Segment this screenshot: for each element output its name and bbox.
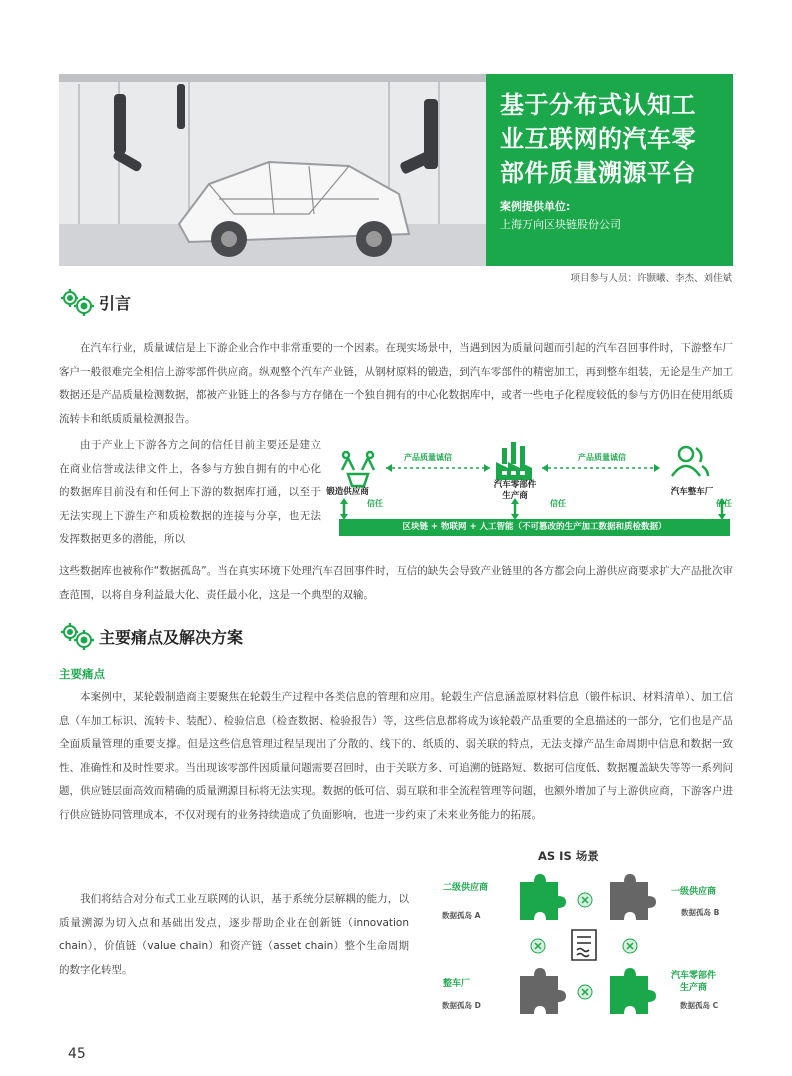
section-title: 主要痛点及解决方案 [99, 627, 244, 647]
asis-island-label: 数据孤岛 A [442, 911, 481, 920]
asis-node-car-maker: 整车厂 [443, 979, 471, 989]
pain-paragraph-1: 本案例中，某轮毂制造商主要聚焦在轮毂生产过程中各类信息的管理和应用。轮毂生产信息涵盖原材料信息（锻件标识、材料清单）、加工信息（车加工标识、流转卡、装配）、检验信息（检查数据、检验报告）等，这些信息都将成为该轮毂产品重要的全息描述的一部分，它们也是产品全面质量管理的重要支撑。但是这些信息管理过程呈现出了分散的、线下的、纸质的、弱关联的特点，无法支撑产品生命周期中信息和数据一致性、准确性和及时性要求。当出现该零部件因质量问题需要召回时，由于关联方多、可追溯的链路短、数据可信度低、数据覆盖缺失等等一系列问题，供应链层面高效而精确的质量溯源目标将无法实现。数据的低可信、弱互联和非全流程管理等问题，也额外增加了与上游供应商，下游客户进行供应链协同管理成本，不仅对现有的业务持续造成了负面影响，也进一步约束了未来业务能力的拓展。 [59, 691, 733, 821]
node-line: 生产商 [680, 983, 708, 993]
node-forging-supplier: 锻造供应商 [326, 487, 369, 497]
provider-label: 案例提供单位: [500, 200, 571, 213]
document-icon [572, 930, 596, 960]
forging-icon [342, 452, 374, 486]
title-line: 业互联网的汽车零 [500, 125, 696, 153]
users-icon [672, 447, 708, 476]
trust-label: 信任 [550, 499, 566, 508]
participants: 项目参与人员：许颢曦、李杰、刘佳斌 [570, 273, 732, 284]
asis-island-label: 数据孤岛 C [680, 1001, 719, 1010]
page-number: 45 [68, 1046, 86, 1062]
asis-diagram [510, 872, 660, 1022]
asis-node-parts-manufacturer [671, 970, 716, 994]
node-line: 汽车零部件 [493, 480, 537, 490]
arrow-label: 产品质量诚信 [404, 453, 452, 462]
page-title [500, 88, 721, 190]
intro-paragraph-2-continued: 这些数据库也被称作“数据孤岛”。当在真实环境下处理汽车召回事件时，互信的缺失会导致产业链里的各方都会向上游供应商要求扩大产品批次审查范围，以将自身利益最大化、责任最小化，这是一个典型的双输。 [59, 565, 733, 601]
asis-island-label: 数据孤岛 B [681, 908, 720, 917]
intro-paragraph-1: 在汽车行业，质量诚信是上下游企业合作中非常重要的一个因素。在现实场景中，当遇到因为质量问题而引起的汽车召回事件时，下游整车厂客户一般很难完全相信上游零部件供应商。纵观整个汽车产业链，从钢材原料的锻造，到汽车零部件的精密加工，再到整车组装，无论是生产加工数据还是产品质量检测数据，都被产业链上的各参与方存储在一个独自拥有的中心化数据库中，或者一些电子化程度较低的参与方仍旧在使用纸质流转卡和纸质质量检测报告。 [59, 342, 733, 425]
arrow-label: 产品质量诚信 [578, 453, 626, 462]
banner-title-panel [486, 74, 733, 266]
node-parts-manufacturer [490, 480, 540, 502]
asis-title: AS IS 场景 [538, 849, 599, 863]
node-line: 汽车零部件 [671, 971, 717, 981]
intro-heading [59, 288, 131, 316]
section-title: 引言 [99, 293, 132, 313]
technology-bar: 区块链 + 物联网 + 人工智能（不可篡改的生产加工数据和质检数据） [339, 519, 730, 536]
node-line: 生产商 [502, 491, 528, 501]
pain-heading [59, 622, 243, 650]
puzzle-piece-c [610, 968, 656, 1014]
trust-label: 信任 [716, 499, 732, 508]
title-line: 部件质量溯源平台 [500, 159, 696, 187]
banner-image [59, 74, 486, 266]
intro-paragraph-2: 由于产业上下游各方之间的信任目前主要还是建立在商业信誉或法律文件上，各参与方独自拥有的中心化的数据库目前没有和任何上下游的数据库打通，以至于无法实现上下游生产和质检数据的连接与分享，也无法发挥数据更多的潜能，所以 [59, 439, 321, 545]
pain-paragraph-2: 我们将结合对分布式工业互联网的认识，基于系统分层解耦的能力，以质量溯源为切入点和基础出发点，逐步帮助企业在创新链（innovation chain），价值链（value chain）和资产链（asset chain）整个生命周期的数字化转型。 [59, 893, 409, 976]
gears-icon [59, 622, 95, 650]
asis-island-label: 数据孤岛 D [442, 1001, 481, 1010]
puzzle-piece-b [610, 874, 656, 920]
puzzle-piece-a [520, 874, 566, 920]
gears-icon [59, 288, 95, 316]
title-line: 基于分布式认知工 [500, 91, 696, 119]
puzzle-piece-d [520, 968, 566, 1014]
provider-name: 上海万向区块链股份公司 [500, 218, 621, 231]
trust-label: 信任 [367, 499, 383, 508]
car-factory-illustration [59, 74, 486, 266]
subheading: 主要痛点 [59, 667, 105, 681]
asis-node-tier1-supplier: 一级供应商 [671, 887, 717, 897]
node-car-maker: 汽车整车厂 [670, 487, 714, 497]
asis-node-tier2-supplier: 二级供应商 [443, 883, 489, 893]
